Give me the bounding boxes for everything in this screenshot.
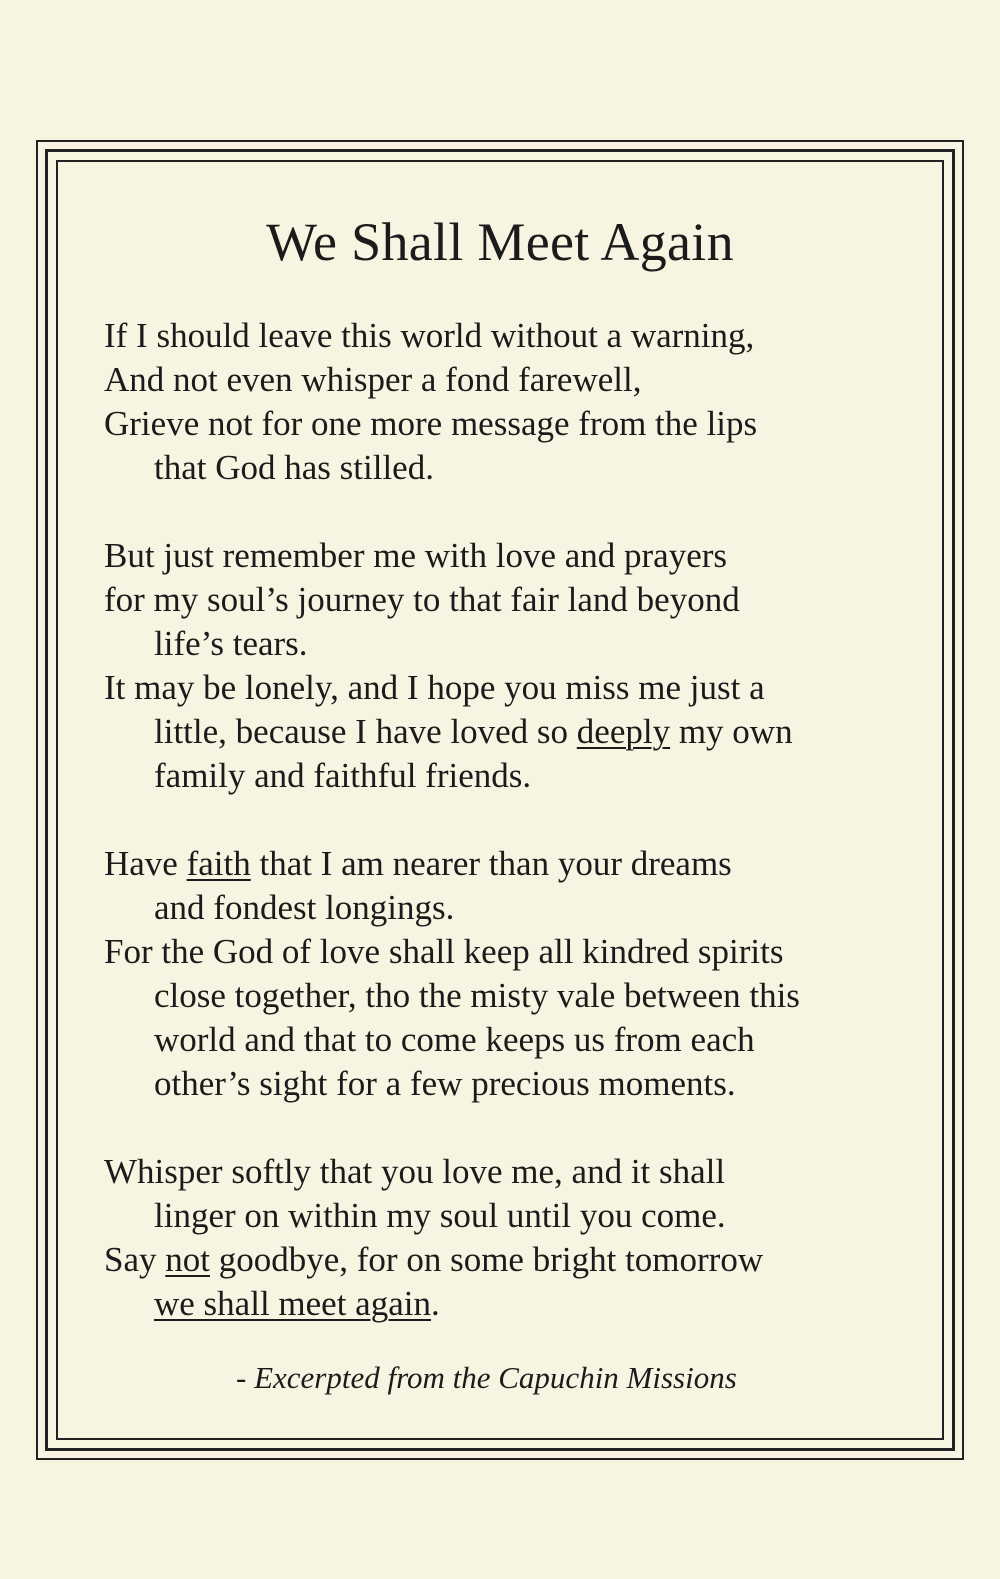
poem-line: other’s sight for a few precious moments. [154,1064,736,1103]
poem-line: For the God of love shall keep all kindred spirits [104,932,784,971]
line-text: . [430,1284,440,1323]
underlined-word: not [165,1240,210,1279]
poem-line: linger on within my soul until you come. [154,1196,726,1235]
poem-line: And not even whisper a fond farewell, [104,360,642,399]
underlined-phrase: we shall meet again [154,1284,431,1323]
poem-line [104,842,934,886]
poem-title: We Shall Meet Again [266,212,734,272]
poem-body [104,314,934,1326]
poem-line: life’s tears. [154,624,308,663]
stanza-1 [104,314,934,490]
poem-line: If I should leave this world without a warning, [104,316,755,355]
underlined-word: faith [186,844,251,883]
poem-line [104,1238,934,1282]
line-text: little, because I have loved so [154,712,577,751]
stanza-2 [104,534,934,798]
poem-line [104,710,934,754]
poem-line: family and faithful friends. [154,756,532,795]
attribution: - Excerpted from the Capuchin Missions [236,1360,737,1395]
poem-line [104,1282,934,1326]
poem-line: Grieve not for one more message from the lips [104,404,758,443]
poem-line: and fondest longings. [154,888,455,927]
line-text: my own [670,712,793,751]
poem-line: for my soul’s journey to that fair land beyond [104,580,740,619]
line-text: that I am nearer than your dreams [250,844,732,883]
line-text: Say [104,1240,166,1279]
stanza-4 [104,1150,934,1326]
poem-line: It may be lonely, and I hope you miss me just a [104,668,765,707]
poem-line: But just remember me with love and prayers [104,536,728,575]
poem-line: Whisper softly that you love me, and it shall [104,1152,726,1191]
line-text: goodbye, for on some bright tomorrow [209,1240,764,1279]
poem-line: that God has stilled. [154,448,434,487]
line-text: Have [104,844,187,883]
stanza-3 [104,842,934,1106]
poem-line: world and that to come keeps us from each [154,1020,755,1059]
poem-line: close together, tho the misty vale between this [154,976,800,1015]
underlined-word: deeply [576,712,671,751]
